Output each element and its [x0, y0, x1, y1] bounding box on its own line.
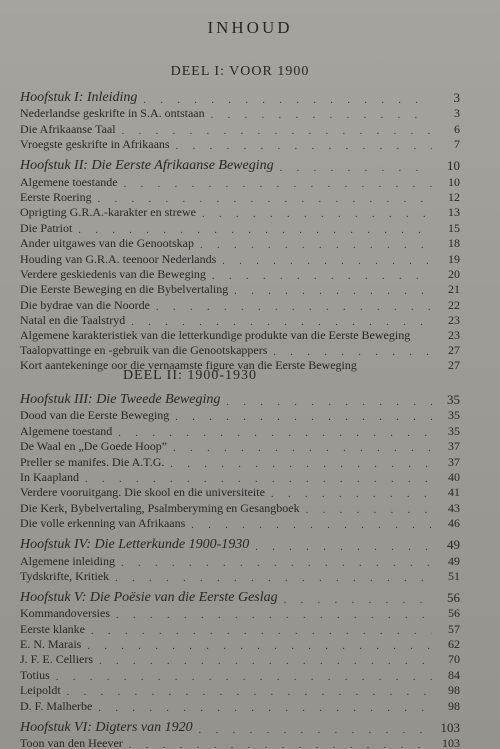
entry-row	[20, 736, 460, 749]
chapter-row	[20, 389, 460, 408]
chapter-title: Hoofstuk I: Inleiding	[20, 90, 138, 105]
entry-page-number: 98	[448, 698, 460, 713]
entry-title: Dood van die Eerste Beweging	[20, 408, 170, 423]
chapter-title: Hoofstuk II: Die Eerste Afrikaanse Beweging	[20, 158, 274, 174]
entry-title: Taalopvattinge en -gebruik van die Genootskappers	[20, 343, 268, 358]
dot-leader	[61, 687, 432, 698]
entry-row	[20, 328, 460, 343]
part-2-title: DEEL II: 1900-1930	[122, 368, 258, 383]
entry-page-number: 103	[442, 736, 460, 749]
entry-row	[20, 652, 460, 667]
entry-title: Verdere geskiedenis van die Beweging	[20, 266, 206, 281]
dot-leader	[93, 656, 432, 667]
dot-leader	[92, 194, 432, 205]
dot-leader	[110, 610, 432, 621]
entry-title: Algemene toestande	[20, 174, 118, 189]
dot-leader	[206, 271, 432, 282]
entry-title: D. F. Malherbe	[20, 698, 93, 713]
dot-leader	[50, 672, 432, 683]
entry-title: Algemene toestand	[20, 423, 113, 438]
part-1-contents	[20, 84, 460, 373]
entry-page-number: 40	[448, 469, 460, 484]
dot-leader	[274, 163, 432, 174]
chapter-page-number: 35	[447, 392, 460, 407]
page-heading: INHOUD	[207, 18, 293, 37]
dot-leader	[194, 240, 432, 251]
entry-title: Die volle erkenning van Afrikaans	[20, 516, 186, 531]
chapter-row	[20, 534, 460, 553]
entry-page-number: 27	[448, 358, 460, 373]
entry-row	[20, 485, 460, 500]
entry-title: Natal en die Taalstryd	[20, 313, 126, 328]
dot-leader	[112, 428, 432, 439]
dot-leader	[220, 397, 432, 408]
dot-leader	[109, 573, 432, 584]
entry-title: Ander uitgawes van die Genootskap	[20, 236, 194, 251]
entry-title: Houding van G.R.A. teenoor Nederlands	[20, 251, 217, 266]
entry-row	[20, 343, 460, 358]
dot-leader	[92, 703, 432, 714]
entry-row	[20, 454, 460, 469]
entry-page-number: 15	[448, 220, 460, 235]
entry-page-number: 37	[448, 439, 460, 454]
dot-leader	[115, 558, 432, 569]
entry-row	[20, 106, 460, 121]
entry-page-number: 49	[448, 553, 460, 568]
entry-page-number: 51	[448, 568, 460, 583]
part-2-contents	[20, 386, 460, 749]
dot-leader	[167, 443, 432, 454]
dot-leader	[185, 520, 432, 531]
dot-leader	[300, 505, 432, 516]
entry-title: Kort aantekeninge oor die vernaamste figure van die Eerste Beweging	[20, 358, 357, 373]
entry-page-number: 35	[448, 408, 460, 423]
entry-row	[20, 698, 460, 713]
entry-title: Algemene inleiding	[20, 553, 115, 568]
entry-page-number: 27	[448, 343, 460, 358]
chapter-row	[20, 155, 460, 174]
entry-row	[20, 297, 460, 312]
chapter-row	[20, 587, 460, 606]
entry-page-number: 6	[454, 121, 460, 136]
entry-title: Die Patriot	[20, 220, 73, 235]
chapter-page-number: 103	[440, 719, 460, 735]
entry-page-number: 70	[448, 652, 460, 667]
entry-page-number: 23	[448, 313, 460, 328]
dot-leader	[116, 126, 432, 137]
dot-leader	[118, 179, 432, 190]
entry-title: Leipoldt	[20, 683, 61, 698]
entry-title: Die Afrikaanse Taal	[20, 121, 116, 136]
entry-row	[20, 220, 460, 235]
dot-leader	[137, 95, 432, 106]
dot-leader	[205, 110, 432, 121]
entry-row	[20, 313, 460, 328]
dot-leader	[267, 347, 432, 358]
entry-title: Toon van den Heever	[20, 736, 123, 749]
dot-leader	[278, 595, 432, 606]
entry-page-number: 19	[448, 251, 460, 266]
entry-page-number: 84	[448, 667, 460, 682]
entry-title: Oprigting G.R.A.-karakter en strewe	[20, 205, 196, 220]
entry-row	[20, 174, 460, 189]
entry-page-number: 35	[448, 423, 460, 438]
entry-page-number: 62	[448, 637, 460, 652]
entry-page-number: 41	[448, 485, 460, 500]
entry-row	[20, 205, 460, 220]
entry-row	[20, 637, 460, 652]
entry-row	[20, 267, 460, 282]
entry-row	[20, 251, 460, 266]
entry-page-number: 7	[454, 137, 460, 152]
entry-page-number: 23	[448, 328, 460, 343]
dot-leader	[81, 641, 432, 652]
chapter-row	[20, 717, 460, 736]
entry-row	[20, 190, 460, 205]
chapter-title: Hoofstuk VI: Digters van 1920	[20, 719, 193, 735]
entry-title: Algemene karakteristiek van die letterkundige produkte van die Eerste Beweging	[20, 328, 411, 343]
dot-leader	[79, 474, 432, 485]
entry-row	[20, 621, 460, 636]
dot-leader	[170, 141, 432, 152]
dot-leader	[169, 412, 432, 423]
entry-row	[20, 282, 460, 297]
entry-title: Verdere vooruitgang. Die skool en die universiteite	[20, 485, 265, 500]
entry-row	[20, 569, 460, 584]
dot-leader	[193, 725, 432, 736]
dot-leader	[123, 740, 432, 749]
entry-row	[20, 439, 460, 454]
chapter-title: Hoofstuk IV: Die Letterkunde 1900-1930	[20, 537, 250, 553]
entry-page-number: 12	[448, 189, 460, 204]
entry-row	[20, 553, 460, 568]
dot-leader	[72, 225, 432, 236]
entry-row	[20, 470, 460, 485]
entry-title: Vroegste geskrifte in Afrikaans	[20, 137, 170, 152]
entry-title: Eerste klanke	[20, 621, 85, 636]
entry-page-number: 22	[448, 297, 460, 312]
entry-page-number: 43	[448, 500, 460, 515]
dot-leader	[85, 626, 432, 637]
entry-title: Nederlandse geskrifte in S.A. ontstaan	[20, 106, 205, 121]
entry-title: De Waal en „De Goede Hoop”	[20, 439, 168, 454]
entry-title: In Kaapland	[20, 469, 79, 484]
dot-leader	[249, 542, 432, 553]
dot-leader	[125, 317, 432, 328]
entry-row	[20, 516, 460, 531]
entry-page-number: 10	[448, 174, 460, 189]
entry-page-number: 57	[448, 621, 460, 636]
entry-row	[20, 236, 460, 251]
entry-title: Tydskrifte, Kritiek	[20, 568, 110, 583]
entry-page-number: 37	[448, 454, 460, 469]
chapter-row	[20, 87, 460, 106]
dot-leader	[196, 209, 432, 220]
entry-row	[20, 606, 460, 621]
entry-title: Die Eerste Beweging en die Bybelvertaling	[20, 282, 229, 297]
entry-title: Die Kerk, Bybelvertaling, Psalmberyming en Gesangboek	[20, 500, 300, 515]
entry-row	[20, 137, 460, 152]
entry-row	[20, 423, 460, 438]
dot-leader	[150, 302, 432, 313]
entry-page-number: 18	[448, 236, 460, 251]
dot-leader	[228, 286, 432, 297]
entry-title: E. N. Marais	[20, 637, 82, 652]
entry-title: Totius	[20, 667, 50, 682]
chapter-page-number: 3	[453, 90, 460, 105]
entry-page-number: 3	[454, 106, 460, 121]
entry-page-number: 98	[448, 683, 460, 698]
entry-title: Die bydrae van die Noorde	[20, 297, 150, 312]
entry-title: Preller se manifes. Die A.T.G.	[20, 454, 165, 469]
chapter-title: Hoofstuk III: Die Tweede Beweging	[20, 392, 221, 407]
entry-page-number: 21	[448, 282, 460, 297]
entry-row	[20, 408, 460, 423]
dot-leader	[216, 256, 432, 267]
entry-page-number: 46	[448, 516, 460, 531]
chapter-page-number: 56	[447, 589, 460, 605]
entry-row	[20, 500, 460, 515]
entry-row	[20, 121, 460, 136]
entry-title: J. F. E. Celliers	[20, 652, 94, 667]
chapter-title: Hoofstuk V: Die Poësie van die Eerste Geslag	[20, 589, 278, 605]
entry-page-number: 20	[448, 266, 460, 281]
entry-row	[20, 667, 460, 682]
entry-row	[20, 683, 460, 698]
dot-leader	[164, 459, 432, 470]
chapter-page-number: 10	[447, 158, 460, 174]
part-1-title: DEEL I: VOOR 1900	[170, 64, 310, 79]
entry-page-number: 56	[448, 606, 460, 621]
chapter-page-number: 49	[447, 537, 460, 553]
dot-leader	[265, 489, 432, 500]
entry-page-number: 13	[448, 205, 460, 220]
entry-title: Kommandoversies	[20, 606, 110, 621]
entry-title: Eerste Roering	[20, 189, 92, 204]
